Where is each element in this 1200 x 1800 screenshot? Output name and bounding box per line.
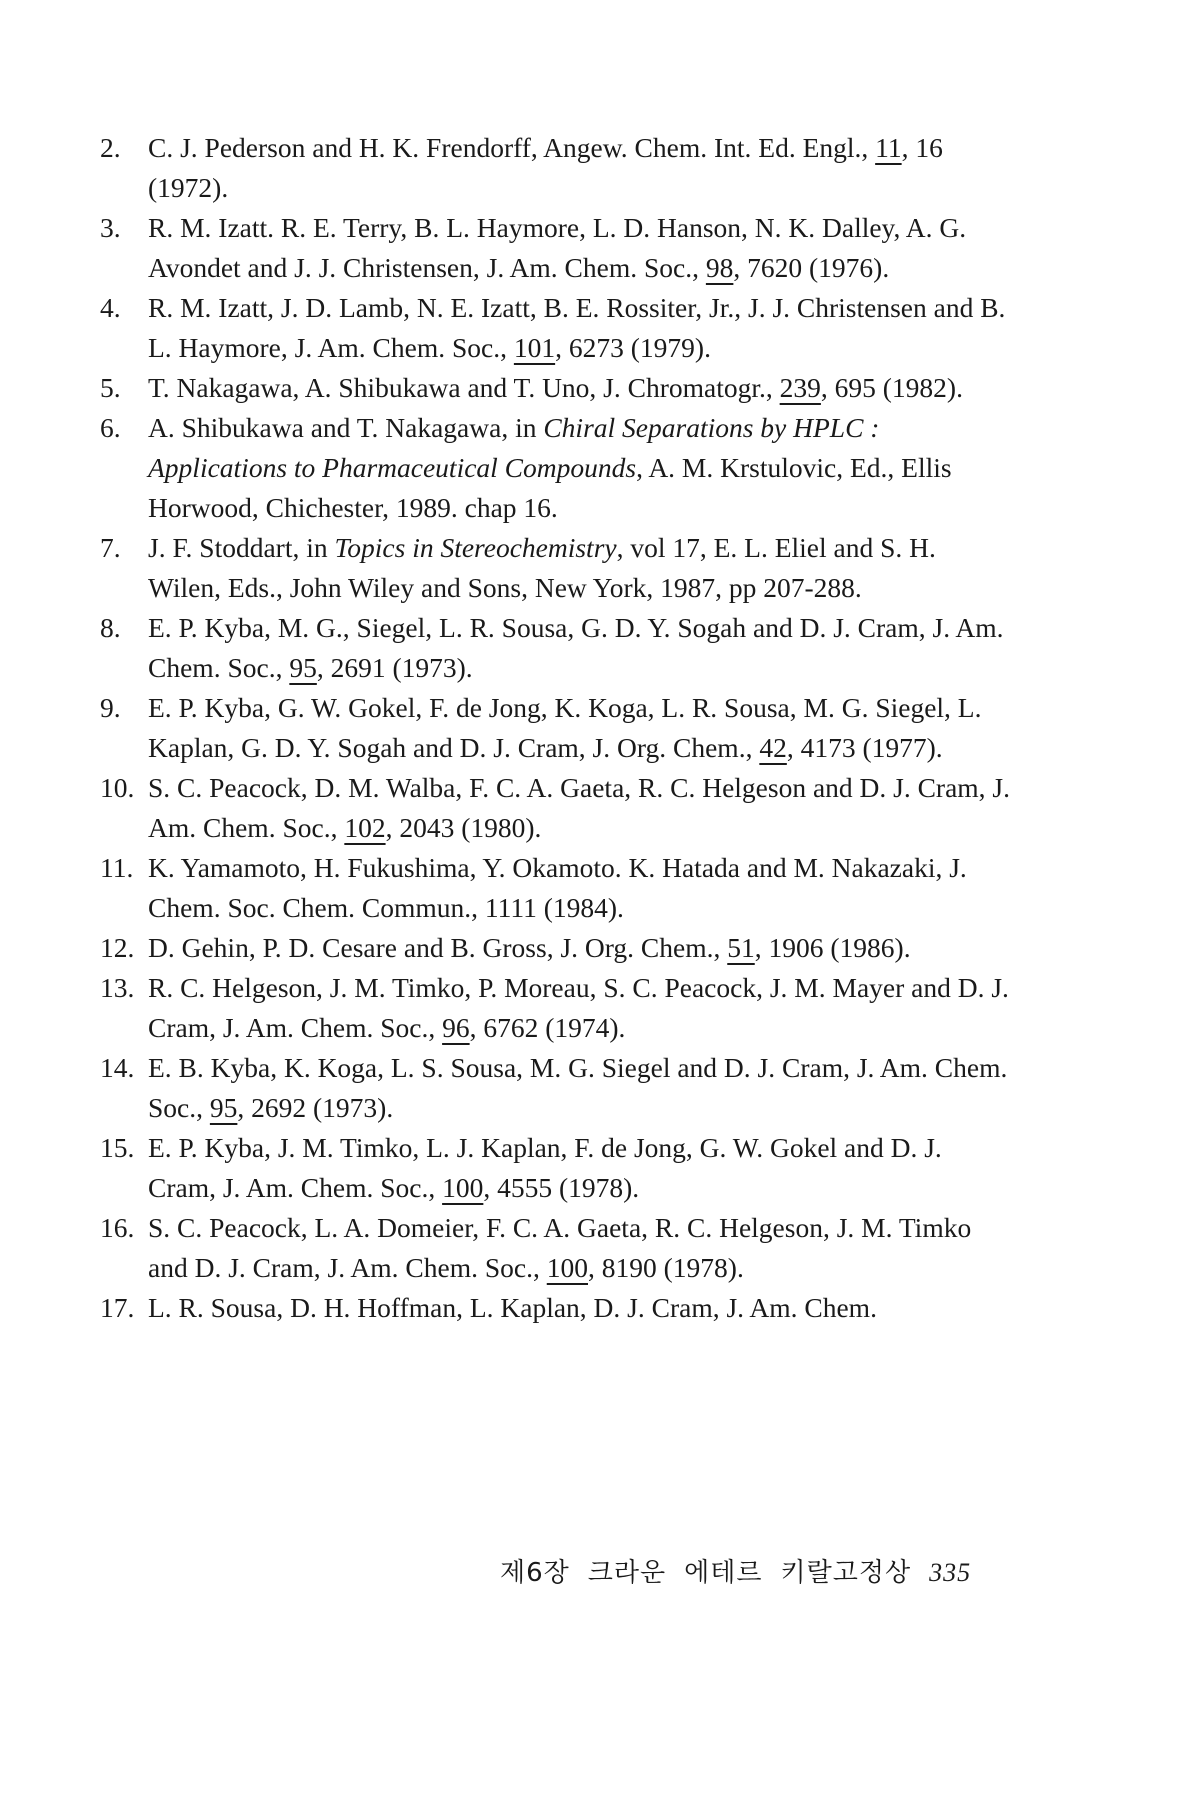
reference-segment: L. R. Sousa, D. H. Hoffman, L. Kaplan, D. J. Cram, J. Am. Chem.	[148, 1292, 877, 1323]
reference-segment: , 2692 (1973).	[237, 1092, 394, 1123]
reference-segment: , 6273 (1979).	[555, 332, 711, 363]
reference-text	[148, 208, 1010, 288]
reference-volume: 42	[759, 732, 787, 763]
reference-book-title: Chiral Separations by HPLC : Applications to Pharmaceutical Compounds	[148, 412, 880, 483]
reference-volume: 239	[779, 372, 821, 403]
reference-item	[100, 1208, 1010, 1288]
reference-segment: T. Nakagawa, A. Shibukawa and T. Uno, J. Chromatogr.,	[148, 372, 780, 403]
reference-number: 13.	[100, 972, 135, 1003]
footer-chapter: 제6장	[500, 1558, 570, 1588]
reference-text	[148, 368, 1010, 408]
reference-item	[100, 968, 1010, 1048]
reference-segment: , 4173 (1977).	[786, 732, 943, 763]
reference-item	[100, 608, 1010, 688]
reference-text	[148, 1128, 1010, 1208]
reference-item	[100, 768, 1010, 848]
reference-list	[100, 128, 1010, 1328]
reference-text	[148, 1288, 1010, 1328]
reference-text	[148, 1208, 1010, 1288]
reference-item	[100, 848, 1010, 928]
reference-segment: J. F. Stoddart, in	[148, 532, 335, 563]
reference-number: 9.	[100, 692, 121, 723]
reference-text	[148, 608, 1010, 688]
footer-title-2: 에테르	[684, 1558, 763, 1588]
reference-segment: K. Yamamoto, H. Fukushima, Y. Okamoto. K. Hatada and M. Nakazaki, J. Chem. Soc. Chem. Commun., 1111 (1984).	[148, 852, 967, 923]
reference-text	[148, 408, 1010, 528]
reference-text	[148, 528, 1010, 608]
reference-segment: R. M. Izatt. R. E. Terry, B. L. Haymore, L. D. Hanson, N. K. Dalley, A. G. Avondet and J. J. Christensen, J. Am. Chem. Soc.,	[148, 212, 967, 283]
reference-segment: , 1906 (1986).	[754, 932, 911, 963]
reference-item	[100, 1288, 1010, 1328]
reference-segment: , 16 (1972).	[148, 132, 943, 203]
reference-number: 16.	[100, 1212, 135, 1243]
reference-segment: , A. M. Krstulovic, Ed., Ellis Horwood, Chichester, 1989. chap 16.	[148, 452, 952, 523]
reference-item	[100, 288, 1010, 368]
reference-text	[148, 1048, 1010, 1128]
reference-segment: D. Gehin, P. D. Cesare and B. Gross, J. Org. Chem.,	[148, 932, 728, 963]
reference-segment: , 4555 (1978).	[483, 1172, 640, 1203]
reference-segment: R. M. Izatt, J. D. Lamb, N. E. Izatt, B. E. Rossiter, Jr., J. J. Christensen and B. L. Haymore, J. Am. Chem. Soc.,	[148, 292, 1006, 363]
reference-item	[100, 688, 1010, 768]
reference-volume: 102	[344, 812, 386, 843]
reference-volume: 51	[727, 932, 755, 963]
footer-title-1: 크라운	[587, 1558, 667, 1588]
reference-volume: 96	[442, 1012, 470, 1043]
reference-segment: , 2691 (1973).	[316, 652, 473, 683]
reference-segment: , 7620 (1976).	[733, 252, 890, 283]
reference-book-title: Topics in Stereochemistry	[334, 532, 617, 563]
reference-number: 10.	[100, 772, 135, 803]
reference-text	[148, 968, 1010, 1048]
running-footer	[500, 1552, 1000, 1589]
reference-volume: 100	[546, 1252, 588, 1283]
reference-segment: , 8190 (1978).	[588, 1252, 744, 1283]
reference-segment: E. B. Kyba, K. Koga, L. S. Sousa, M. G. Siegel and D. J. Cram, J. Am. Chem. Soc.,	[148, 1052, 1008, 1123]
reference-item	[100, 1048, 1010, 1128]
reference-item	[100, 128, 1010, 208]
reference-item	[100, 208, 1010, 288]
reference-text	[148, 288, 1010, 368]
reference-text	[148, 928, 1010, 968]
reference-segment: , 6762 (1974).	[469, 1012, 626, 1043]
reference-segment: E. P. Kyba, G. W. Gokel, F. de Jong, K. Koga, L. R. Sousa, M. G. Siegel, L. Kaplan, G. D. Y. Sogah and D. J. Cram, J. Org. Chem.,	[148, 692, 982, 763]
reference-text	[148, 128, 1010, 208]
reference-number: 3.	[100, 212, 121, 243]
reference-number: 2.	[100, 132, 121, 163]
reference-segment: C. J. Pederson and H. K. Frendorff, Angew. Chem. Int. Ed. Engl.,	[148, 132, 876, 163]
page-number: 335	[929, 1558, 972, 1587]
reference-volume: 95	[209, 1092, 238, 1123]
reference-number: 11.	[100, 852, 134, 883]
reference-text	[148, 848, 1010, 928]
footer-title-3: 키랄고정상	[780, 1558, 912, 1588]
reference-volume: 100	[442, 1172, 484, 1203]
reference-number: 17.	[100, 1292, 135, 1323]
reference-number: 7.	[100, 532, 121, 563]
reference-segment: S. C. Peacock, L. A. Domeier, F. C. A. Gaeta, R. C. Helgeson, J. M. Timko and D. J. Cram, J. Am. Chem. Soc.,	[148, 1212, 972, 1283]
reference-volume: 11	[875, 132, 902, 163]
reference-item	[100, 928, 1010, 968]
reference-segment: S. C. Peacock, D. M. Walba, F. C. A. Gaeta, R. C. Helgeson and D. J. Cram, J. Am. Chem. Soc.,	[148, 772, 1011, 843]
reference-item	[100, 1128, 1010, 1208]
reference-number: 15.	[100, 1132, 135, 1163]
reference-segment: , 695 (1982).	[820, 372, 963, 403]
reference-segment: E. P. Kyba, M. G., Siegel, L. R. Sousa, G. D. Y. Sogah and D. J. Cram, J. Am. Chem. Soc.,	[148, 612, 1004, 683]
reference-segment: , 2043 (1980).	[385, 812, 542, 843]
reference-number: 8.	[100, 612, 121, 643]
reference-volume: 98	[705, 252, 734, 283]
reference-segment: R. C. Helgeson, J. M. Timko, P. Moreau, S. C. Peacock, J. M. Mayer and D. J. Cram, J. Am. Chem. Soc.,	[148, 972, 1009, 1043]
reference-number: 4.	[100, 292, 121, 323]
reference-item	[100, 528, 1010, 608]
reference-segment: E. P. Kyba, J. M. Timko, L. J. Kaplan, F. de Jong, G. W. Gokel and D. J. Cram, J. Am. Chem. Soc.,	[148, 1132, 942, 1203]
reference-item	[100, 368, 1010, 408]
reference-text	[148, 768, 1010, 848]
reference-segment: A. Shibukawa and T. Nakagawa, in	[148, 412, 544, 443]
reference-number: 14.	[100, 1052, 135, 1083]
reference-number: 6.	[100, 412, 121, 443]
reference-segment: , vol 17, E. L. Eliel and S. H. Wilen, Eds., John Wiley and Sons, New York, 1987, pp 207-288.	[148, 532, 936, 603]
reference-number: 5.	[100, 372, 121, 403]
reference-volume: 101	[513, 332, 556, 363]
reference-item	[100, 408, 1010, 528]
reference-text	[148, 688, 1010, 768]
reference-volume: 95	[289, 652, 317, 683]
reference-number: 12.	[100, 932, 135, 963]
